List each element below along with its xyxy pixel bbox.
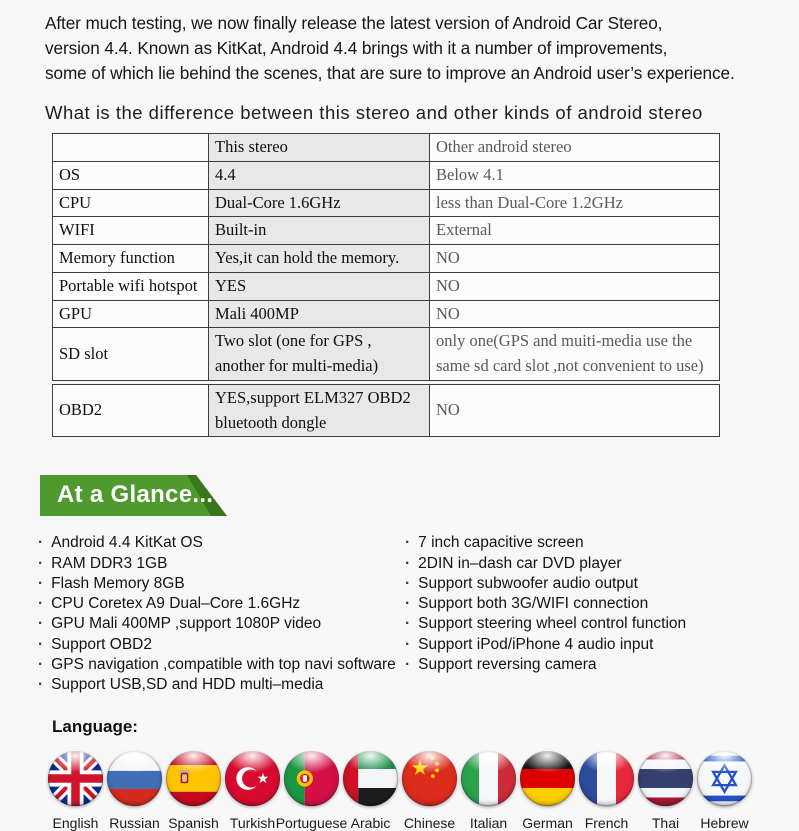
glance-item: · Flash Memory 8GB [38,574,405,594]
language-label: French [584,814,629,831]
language-strip [46,750,799,831]
language-label: Italian [469,814,508,831]
language-label: German [522,814,573,831]
cell-this: 4.4 [209,161,430,189]
flag-french-icon [578,750,635,807]
cell-feature: Portable wifi hotspot [53,272,209,300]
glance-item: · Support both 3G/WIFI connection [405,594,686,614]
cell-this: Yes,it can hold the memory. [209,245,430,273]
glance-item: · Support steering wheel control function [405,614,686,634]
table-row-os [53,161,720,189]
flag-german-icon [519,750,576,807]
language-label: Chinese [403,814,456,831]
language-arabic [341,750,400,831]
language-german [518,750,577,831]
table-row-obd2 [53,384,720,437]
cell-other: NO [430,245,720,273]
language-label: Portuguese [275,814,348,831]
header-cell-other: Other android stereo [430,134,720,162]
flag-russian-icon [106,750,163,807]
flag-english-icon [47,750,104,807]
cell-other: NO [430,384,720,437]
flag-spanish-icon [165,750,222,807]
table-row-hotspot [53,272,720,300]
table-row-cpu [53,189,720,217]
glance-list-left [38,533,405,695]
cell-this: Built-in [209,217,430,245]
glance-item: · Support OBD2 [38,635,405,655]
header-cell-blank [53,134,209,162]
cell-this: Two slot (one for GPS , another for multi-media) [209,328,430,381]
glance-item: · GPU Mali 400MP ,support 1080P video [38,614,405,634]
cell-this: YES,support ELM327 OBD2 bluetooth dongle [209,384,430,437]
flag-portuguese-icon [283,750,340,807]
language-label: Turkish [229,814,276,831]
intro-line: some of which lie behind the scenes, that are sure to improve an Android user’s experience. [45,63,735,83]
glance-item: · Support subwoofer audio output [405,574,686,594]
flag-thai-icon [637,750,694,807]
language-label: Spanish [168,814,219,831]
glance-item: · Support USB,SD and HDD multi–media [38,675,405,695]
cell-feature: SD slot [53,328,209,381]
language-english [46,750,105,831]
flag-chinese-icon [401,750,458,807]
comparison-table [52,133,720,437]
cell-feature: WIFI [53,217,209,245]
glance-item: · Support iPod/iPhone 4 audio input [405,635,686,655]
cell-other: NO [430,272,720,300]
language-hebrew [695,750,754,831]
cell-other: less than Dual-Core 1.2GHz [430,189,720,217]
glance-item: · CPU Coretex A9 Dual–Core 1.6GHz [38,594,405,614]
cell-feature: GPU [53,300,209,328]
table-row-gpu [53,300,720,328]
language-russian [105,750,164,831]
table-row-sdslot [53,328,720,381]
glance-list-right [405,533,686,675]
cell-feature: OS [53,161,209,189]
glance-item: · GPS navigation ,compatible with top navi software [38,655,405,675]
cell-feature: OBD2 [53,384,209,437]
glance-item: · Support reversing camera [405,655,686,675]
language-label: Arabic [350,814,391,831]
language-portuguese [275,750,348,831]
table-row-wifi [53,217,720,245]
language-thai [636,750,695,831]
language-label: Hebrew [700,814,749,831]
cell-this: YES [209,272,430,300]
glance-item: · Android 4.4 KitKat OS [38,533,405,553]
intro-paragraph [45,11,799,86]
language-spanish [164,750,223,831]
language-french [577,750,636,831]
language-label: Russian [109,814,160,831]
cell-other: Below 4.1 [430,161,720,189]
language-italian [459,750,518,831]
flag-italian-icon [460,750,517,807]
language-turkish [223,750,282,831]
glance-item: · 2DIN in–dash car DVD player [405,554,686,574]
glance-item: · 7 inch capacitive screen [405,533,686,553]
flag-arabic-icon [342,750,399,807]
cell-other: only one(GPS and muiti-media use the same sd card slot ,not convenient to use) [430,328,720,381]
table-header-row [53,134,720,162]
language-label: English [52,814,99,831]
intro-line: version 4.4. Known as KitKat, Android 4.4 brings with it a number of improvements, [45,38,668,58]
comparison-heading: What is the difference between this stereo and other kinds of android stereo [45,102,703,123]
glance-banner-label: At a Glance... [57,480,214,508]
glance-item: · RAM DDR3 1GB [38,554,405,574]
cell-other: NO [430,300,720,328]
language-heading: Language: [52,716,138,736]
language-label: Thai [651,814,680,831]
cell-feature: Memory function [53,245,209,273]
cell-feature: CPU [53,189,209,217]
cell-this: Mali 400MP [209,300,430,328]
flag-hebrew-icon [696,750,753,807]
glance-banner [40,475,227,516]
glance-section [38,533,799,695]
table-row-memory [53,245,720,273]
cell-this: Dual-Core 1.6GHz [209,189,430,217]
cell-other: External [430,217,720,245]
flag-turkish-icon [224,750,281,807]
header-cell-this: This stereo [209,134,430,162]
language-chinese [400,750,459,831]
intro-line: After much testing, we now finally release the latest version of Android Car Stereo, [45,13,663,33]
